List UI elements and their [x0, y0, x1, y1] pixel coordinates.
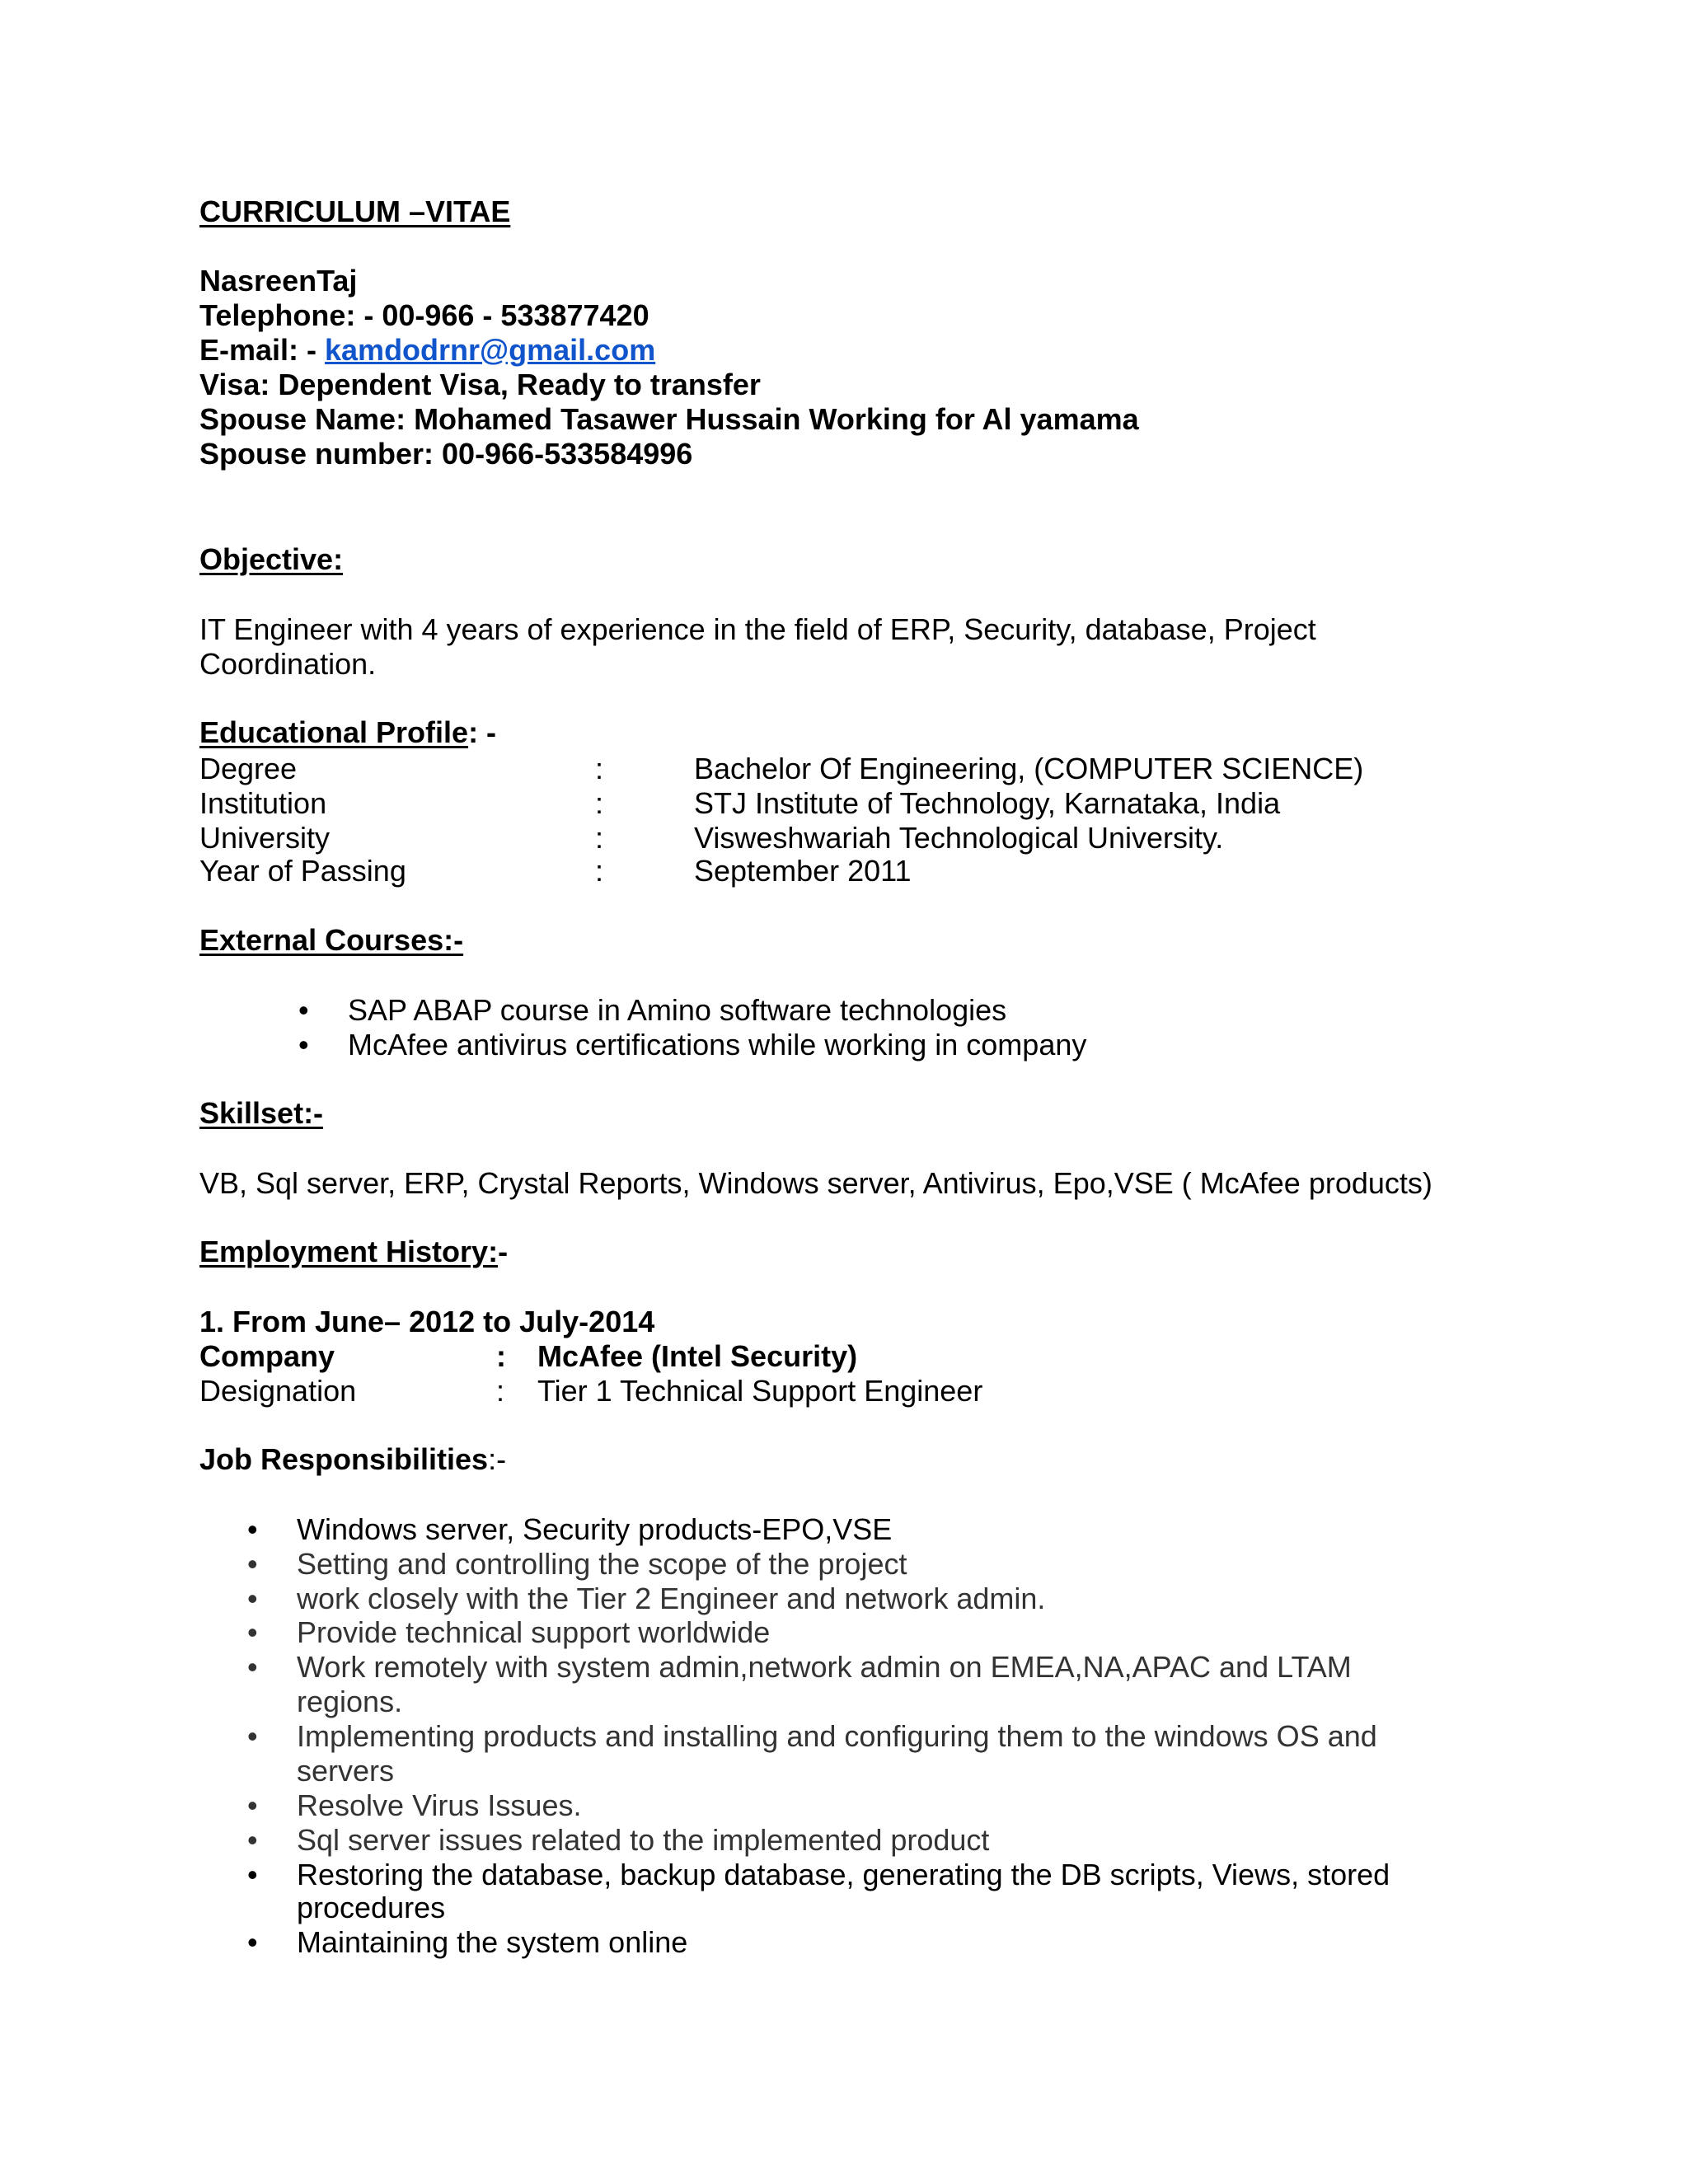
- bullet-icon: •: [247, 1582, 258, 1615]
- skillset-text: VB, Sql server, ERP, Crystal Reports, Windows server, Antivirus, Epo,VSE ( McAfee products): [199, 1166, 1432, 1200]
- responsibility-text: Resolve Virus Issues.: [297, 1788, 582, 1822]
- course-text: SAP ABAP course in Amino software technologies: [348, 993, 1007, 1027]
- responsibility-text: Sql server issues related to the implemented product: [297, 1823, 990, 1857]
- candidate-name: NasreenTaj: [199, 264, 358, 298]
- skillset-heading: Skillset:-: [199, 1096, 324, 1130]
- job-responsibilities-heading: [199, 1442, 506, 1477]
- education-label: Institution: [199, 786, 327, 820]
- job-heading-suffix: :-: [488, 1442, 507, 1476]
- bullet-icon: •: [247, 1547, 258, 1581]
- employment-heading-suffix: -: [498, 1235, 509, 1268]
- responsibility-text: work closely with the Tier 2 Engineer and network admin.: [297, 1582, 1046, 1615]
- bullet-icon: •: [247, 1925, 258, 1959]
- education-colon: :: [595, 854, 604, 888]
- education-heading: [199, 715, 496, 750]
- course-text: McAfee antivirus certifications while working in company: [348, 1028, 1087, 1062]
- bullet-icon: •: [247, 1650, 258, 1684]
- bullet-icon: •: [298, 993, 309, 1027]
- responsibility-text: Restoring the database, backup database, generating the DB scripts, Views, stored: [297, 1858, 1390, 1891]
- document-title: CURRICULUM –VITAE: [199, 194, 511, 228]
- responsibility-text: regions.: [297, 1685, 403, 1718]
- spouse-number-line: Spouse number: 00-966-533584996: [199, 437, 693, 471]
- employment-heading: [199, 1235, 508, 1269]
- telephone-value: 00-966 - 533877420: [382, 298, 649, 332]
- bullet-icon: •: [298, 1028, 309, 1062]
- education-value: STJ Institute of Technology, Karnataka, India: [694, 786, 1281, 820]
- responsibility-text: Setting and controlling the scope of the project: [297, 1547, 907, 1581]
- education-label: Year of Passing: [199, 854, 406, 888]
- visa-line: Visa: Dependent Visa, Ready to transfer: [199, 368, 761, 401]
- bullet-icon: •: [247, 1823, 258, 1857]
- education-colon: :: [595, 821, 604, 855]
- responsibility-text: Windows server, Security products-EPO,VSE: [297, 1512, 893, 1546]
- bullet-icon: •: [247, 1719, 258, 1753]
- bullet-icon: •: [247, 1788, 258, 1822]
- email-line: [199, 333, 655, 368]
- responsibility-text: procedures: [297, 1891, 446, 1924]
- email-link[interactable]: kamdodrnr@gmail.com: [325, 333, 656, 367]
- education-label: University: [199, 821, 331, 855]
- employment-period: 1. From June– 2012 to July-2014: [199, 1305, 655, 1338]
- education-colon: :: [595, 752, 604, 785]
- designation-value: Tier 1 Technical Support Engineer: [537, 1374, 983, 1408]
- responsibility-text: Implementing products and installing and configuring them to the windows OS and: [297, 1719, 1377, 1753]
- education-heading-text: Educational Profile: [199, 715, 469, 749]
- email-label: E-mail: -: [199, 333, 326, 367]
- education-value: September 2011: [694, 854, 912, 888]
- external-courses-heading: External Courses:-: [199, 923, 464, 957]
- responsibility-text: Work remotely with system admin,network admin on EMEA,NA,APAC and LTAM: [297, 1650, 1352, 1684]
- designation-colon: :: [496, 1374, 505, 1408]
- job-heading-text: Job Responsibilities: [199, 1442, 489, 1476]
- education-value: Visweshwariah Technological University.: [694, 821, 1224, 855]
- employment-heading-text: Employment History:: [199, 1235, 499, 1268]
- education-label: Degree: [199, 752, 298, 785]
- designation-label: Designation: [199, 1374, 357, 1408]
- objective-text-line-1: IT Engineer with 4 years of experience in the field of ERP, Security, database, Project: [199, 612, 1316, 646]
- responsibility-text: servers: [297, 1754, 395, 1788]
- education-heading-suffix: : -: [468, 715, 497, 749]
- bullet-icon: •: [247, 1615, 258, 1649]
- company-label: Company: [199, 1339, 335, 1373]
- telephone-label: Telephone: -: [199, 298, 382, 332]
- responsibility-text: Maintaining the system online: [297, 1925, 688, 1959]
- responsibility-text: Provide technical support worldwide: [297, 1615, 771, 1649]
- spouse-name-line: Spouse Name: Mohamed Tasawer Hussain Working for Al yamama: [199, 402, 1139, 436]
- telephone-line: [199, 298, 649, 333]
- education-value: Bachelor Of Engineering, (COMPUTER SCIENCE): [694, 752, 1364, 785]
- company-value: McAfee (Intel Security): [537, 1339, 858, 1373]
- objective-heading: Objective:: [199, 542, 344, 576]
- education-colon: :: [595, 786, 604, 820]
- company-colon: :: [496, 1339, 506, 1373]
- objective-text-line-2: Coordination.: [199, 647, 377, 681]
- bullet-icon: •: [247, 1512, 258, 1546]
- bullet-icon: •: [247, 1858, 258, 1891]
